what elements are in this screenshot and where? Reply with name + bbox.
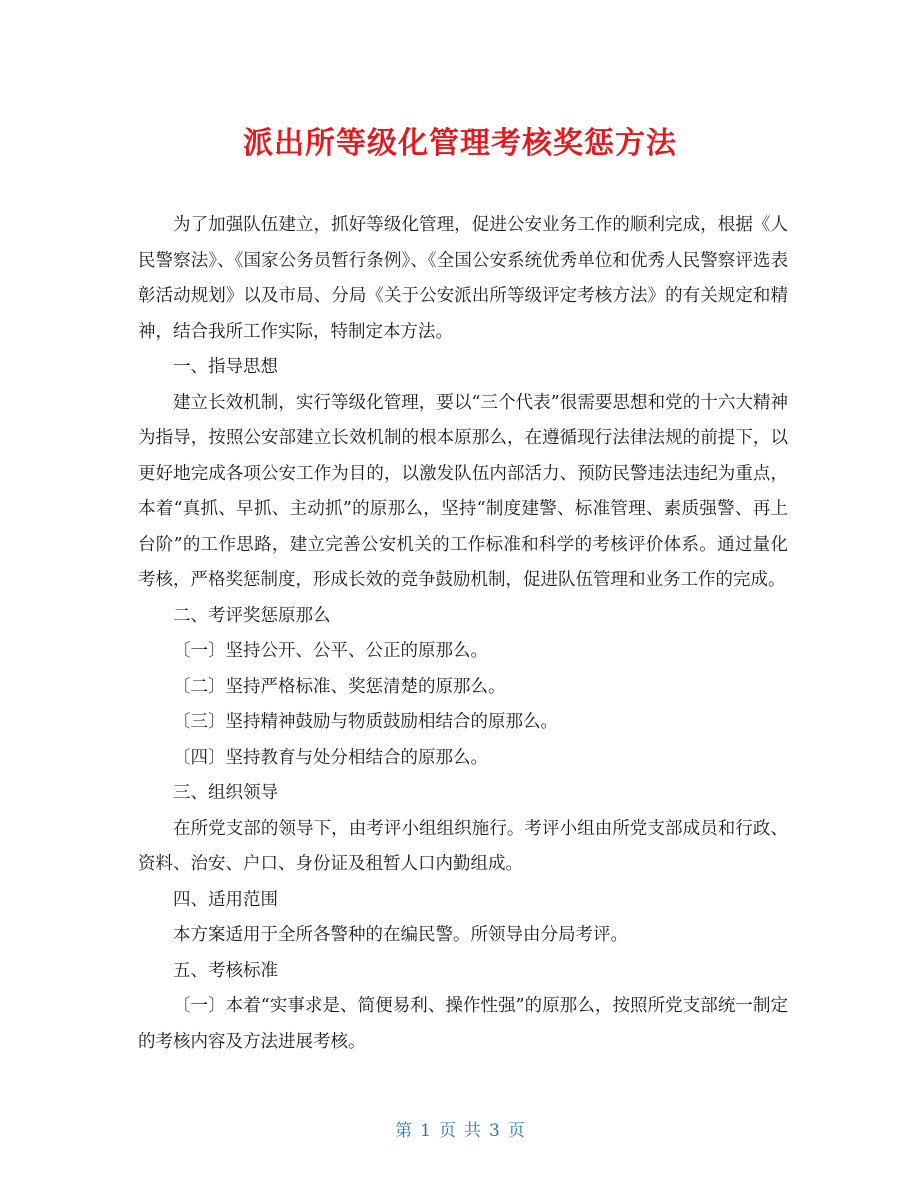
page-label-mid: 页	[439, 1121, 456, 1141]
section-heading-principles: 二、考评奖惩原那么	[173, 605, 331, 626]
scope-paragraph: 本方案适用于全所各警种的在编民警。所领导由分局考评。	[173, 925, 628, 945]
page-number-footer	[0, 1116, 920, 1141]
page-label-prefix: 第	[395, 1121, 413, 1141]
guiding-ideology-paragraph: 建立长效机制，实行等级化管理，要以“三个代表”很需要思想和党的十六大精神为指导，按照公安部建立长效机制的根本原那么，在遵循现行法律法规的前提下，以更好地完成各项公安工作为目的，以激发队伍内部活力、预防民警违法违纪为重点，本着“真抓、早抓、主动抓”的原那么，坚持“制度建警、标准管理、素质强警、再上台阶”的工作思路，建立完善公安机关的工作标准和科学的考核评价体系。通过量化考核，严格奖惩制度，形成长效的竞争鼓励机制，促进队伍管理和业务工作的完成。	[138, 392, 788, 590]
intro-paragraph: 为了加强队伍建立，抓好等级化管理，促进公安业务工作的顺利完成，根据《人民警察法》、《国家公务员暂行条例》、《全国公安系统优秀单位和优秀人民警察评选表彰活动规划》以及市局、分局《关于公安派出所等级评定考核方法》的有关规定和精神，结合我所工作实际，特制定本方法。	[138, 215, 788, 342]
principle-item-3: 〔三〕坚持精神鼓励与物质鼓励相结合的原那么。	[173, 712, 558, 732]
page-current-number: 1	[420, 1121, 431, 1141]
page-label-suffix: 页	[507, 1121, 525, 1141]
principle-item-2: 〔二〕坚持严格标准、奖惩清楚的原那么。	[173, 676, 506, 697]
standards-item-1: 〔一〕本着“实事求是、简便易利、操作性强”的原那么，按照所党支部统一制定的考核内容及方法进展考核。	[138, 996, 788, 1052]
page-label-total-prefix: 共	[464, 1121, 481, 1141]
document-title: 派出所等级化管理考核奖惩方法	[243, 126, 677, 161]
document-body	[138, 208, 788, 1060]
section-heading-organization: 三、组织领导	[173, 783, 278, 803]
section-heading-standards: 五、考核标准	[173, 960, 278, 981]
page-total-number: 3	[489, 1121, 500, 1141]
organization-paragraph: 在所党支部的领导下，由考评小组组织施行。考评小组由所党支部成员和行政、资料、治安、户口、身份证及租暂人口内勤组成。	[138, 818, 788, 874]
principle-item-1: 〔一〕坚持公开、公平、公正的原那么。	[173, 641, 488, 661]
principle-item-4: 〔四〕坚持教育与处分相结合的原那么。	[173, 747, 488, 768]
section-heading-guiding-ideology: 一、指导思想	[173, 357, 278, 377]
section-heading-scope: 四、适用范围	[173, 889, 278, 910]
